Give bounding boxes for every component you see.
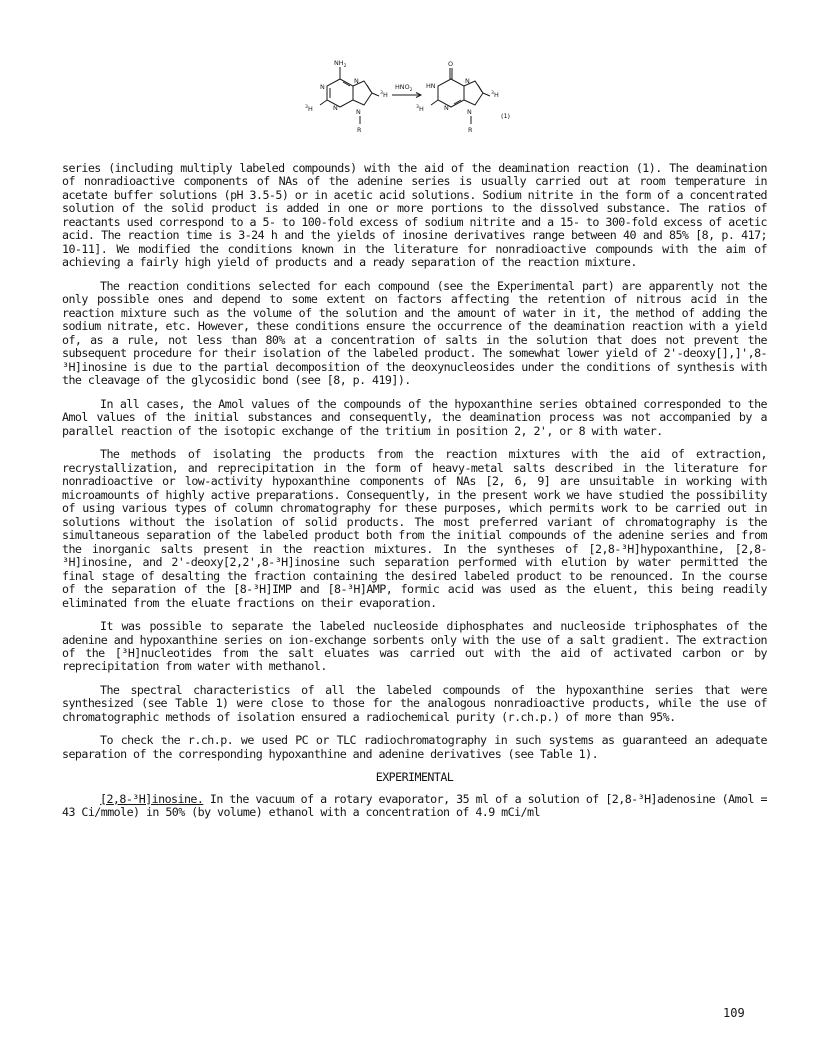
reaction-scheme-svg xyxy=(296,58,526,140)
paragraph-ion-exchange: It was possible to separate the labeled nucleoside diphosphates and nucleoside triphosphates of the adenine and hypoxanthine series on ion-exchange sorbents only with the use of a salt gradient. The extraction of the [³H]nucleotides from the salt eluates was carried out with the aid of activated carbon or by reprecipitation from water with methanol. xyxy=(62,619,767,674)
section-heading-experimental: EXPERIMENTAL xyxy=(375,770,454,785)
paragraph-isolation-methods: The methods of isolating the products from the reaction mixtures with the aid of extraction, recrystallization, and reprecipitation in the form of heavy-metal salts described in the literature for nonradioactive or low-activity hypoxanthine components of NAs [2, 6, 9] are unsuitable in working with microamounts of highly active preparations. Consequently, in the present work we have studied the possibility of using various types of column chromatography for these purposes, which permits work to be carried out in solutions without the isolation of solid products. The most preferred variant of chromatography is the simultaneous separation of the labeled product both from the initial compounds of the adenine series and from the inorganic salts present in the reaction mixtures. In the syntheses of [2,8-³H]hypoxanthine, [2,8-³H]inosine, and 2'-deoxy[2,2',8-³H]inosine such separation performed with elution by water permitted the final stage of desalting the fraction containing the desired labeled product to be renounced. In the course of the separation of the [8-³H]IMP and [8-³H]AMP, formic acid was used as the eluent, this being readily eliminated from the eluate fractions on their evaporation. xyxy=(62,447,767,610)
experimental-lead: [2,8-³H]inosine. xyxy=(100,791,204,806)
right-pyrimidine-ring xyxy=(438,79,464,107)
page-number: 109 xyxy=(723,1006,745,1020)
right-hn-label: HN xyxy=(426,82,436,90)
paragraph-rchp: To check the r.ch.p. we used PC or TLC radiochromatography in such systems as guaranteed an adequate separation of the corresponding hypoxanthine and adenine derivatives (see Table 1). xyxy=(62,733,767,761)
left-atom-n7: N xyxy=(354,77,359,85)
left-amino-group: $NH_2$ xyxy=(334,59,347,69)
right-atom-n7: N xyxy=(465,77,470,85)
right-oxo-group: O xyxy=(448,60,454,68)
paragraph-experimental-inosine xyxy=(62,793,767,820)
left-pyrimidine-ring xyxy=(327,79,353,107)
left-atom-n3: N xyxy=(333,104,338,112)
paragraph-continuation: series (including multiply labeled compounds) with the aid of the deamination reaction (1). The deamination of nonradioactive components of NAs of the adenine series is usually carried out at room temperature in acetate buffer solutions (pH 3.5-5) or in acetic acid solutions. Sodium nitrite in the form of a concentrated solution of the solid product is added in one or more portions to the dissolved substance. The ratios of reactants used correspond to a 5- to 100-fold excess of sodium nitrite and a 15- to 300-fold excess of acetic acid. The reaction time is 3-24 h and the yields of inosine derivatives range between 40 and 85% [8, p. 417; 10-11]. We modified the conditions known in the literature for nonradioactive compounds with the aim of achieving a fairly high yield of products and a ready separation of the reaction mixture. xyxy=(62,161,767,270)
equation-number: (1) xyxy=(501,112,511,120)
left-r-group: R xyxy=(357,126,362,134)
right-atom-n3: N xyxy=(444,104,449,112)
paragraph-amol-values: In all cases, the Amol values of the compounds of the hypoxanthine series obtained corresponded to the Amol values of the initial substances and consequently, the deamination process was not accompanied by a parallel reaction of the isotopic exchange of the tritium in position 2, 2', or 8 with water. xyxy=(62,396,767,438)
paragraph-reaction-conditions: The reaction conditions selected for each compound (see the Experimental part) are apparently not the only possible ones and depend to some extent on factors affecting the retention of nitrous acid in the reaction mixture such as the volume of the solution and the amount of water in it, the method of adding the sodium nitrate, etc. However, these conditions ensure the occurrence of the deamination reaction with a yield of, as a rule, not less than 80% at a concentration of salts in the solution that does not prevent the subsequent procedure for their isolation of the labeled product. The somewhat lower yield of 2'-deoxy[],]',8-³H]inosine is due to the partial decomposition of the deoxynucleosides under the conditions of synthesis with the cleavage of the glycosidic bond (see [8, p. 419]). xyxy=(62,278,767,388)
article-body xyxy=(62,162,767,830)
experimental-text: In the vacuum of a rotary evaporator, 35 ml of a solution of [2,8-³H]adenosine (Amol = 43 Ci/mmole) in 50% (by volume) ethanol with a concentration of 4.9 mCi/ml xyxy=(62,791,767,820)
left-atom-n9: N xyxy=(356,108,361,116)
right-tritium-2: $^3$H xyxy=(416,105,424,113)
left-tritium-8: $^3$H xyxy=(380,91,388,99)
reagent-label: $HNO_2$ xyxy=(395,83,413,93)
right-atom-n9: N xyxy=(467,108,472,116)
deamination-reaction-scheme xyxy=(296,58,526,140)
paragraph-spectral: The spectral characteristics of all the labeled compounds of the hypoxanthine series that were synthesized (see Table 1) were close to those for the analogous nonradioactive products, while the use of chromatographic methods of isolation ensured a radiochemical purity (r.ch.p.) of more than 95%. xyxy=(62,682,767,724)
right-r-group: R xyxy=(468,126,473,134)
left-tritium-2: $^3$H xyxy=(305,105,313,113)
right-tritium-8: $^3$H xyxy=(491,91,499,99)
left-atom-n1: N xyxy=(320,83,325,91)
